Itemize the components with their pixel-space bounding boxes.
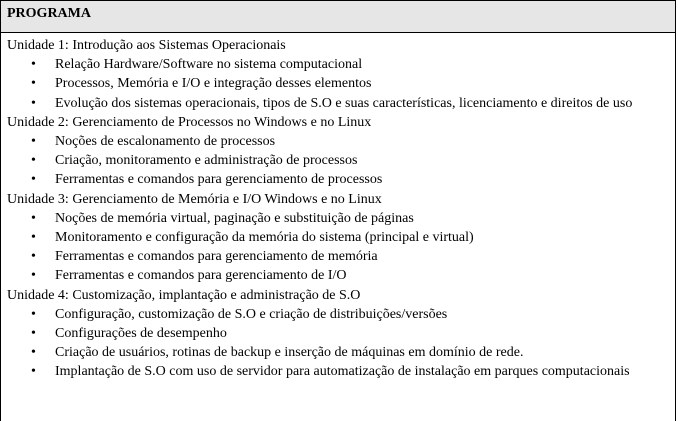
topic-text: Ferramentas e comandos para gerenciamento de processos — [55, 172, 383, 188]
topic-list — [7, 305, 675, 382]
unit-3 — [7, 190, 675, 286]
topic-list — [7, 55, 675, 113]
unit-title: Unidade 2: Gerenciamento de Processos no Windows e no Linux — [7, 114, 372, 130]
unit-title: Unidade 1: Introdução aos Sistemas Operacionais — [7, 38, 286, 53]
list-item — [7, 209, 675, 228]
bullet-icon: • — [31, 345, 36, 361]
list-item — [7, 94, 675, 113]
bullet-icon: • — [31, 249, 36, 265]
program-content — [1, 33, 675, 382]
list-item — [7, 247, 675, 266]
bullet-icon: • — [31, 172, 36, 188]
list-item — [7, 170, 675, 189]
topic-text: Noções de memória virtual, paginação e substituição de páginas — [55, 210, 414, 226]
bullet-icon: • — [31, 210, 36, 226]
bullet-icon: • — [31, 95, 36, 111]
unit-1 — [7, 36, 675, 113]
unit-title: Unidade 3: Gerenciamento de Memória e I/O Windows e no Linux — [7, 191, 382, 207]
program-header — [1, 1, 675, 33]
topic-text: Evolução dos sistemas operacionais, tipos de S.O e suas características, licenciamento e direitos de uso — [55, 95, 633, 111]
unit-4 — [7, 286, 675, 382]
topic-text: Processos, Memória e I/O e integração desses elementos — [55, 76, 372, 92]
list-item — [7, 151, 675, 170]
list-item — [7, 305, 675, 324]
topic-text: Criação de usuários, rotinas de backup e inserção de máquinas em domínio de rede. — [55, 345, 524, 361]
bullet-icon: • — [31, 57, 36, 73]
topic-text: Configuração, customização de S.O e criação de distribuições/versões — [55, 306, 448, 322]
list-item — [7, 343, 675, 362]
bullet-icon: • — [31, 134, 36, 150]
bullet-icon: • — [31, 364, 36, 380]
topic-list — [7, 209, 675, 286]
bullet-icon: • — [31, 326, 36, 342]
unit-title: Unidade 4: Customização, implantação e administração de S.O — [7, 287, 361, 303]
list-item — [7, 362, 675, 381]
topic-text: Configurações de desempenho — [55, 326, 227, 342]
bullet-icon: • — [31, 268, 36, 284]
topic-text: Ferramentas e comandos para gerenciamento de memória — [55, 249, 378, 265]
list-item — [7, 324, 675, 343]
topic-text: Ferramentas e comandos para gerenciamento de I/O — [55, 268, 347, 284]
bullet-icon: • — [31, 306, 36, 322]
topic-list — [7, 132, 675, 190]
bullet-icon: • — [31, 230, 36, 246]
topic-text: Noções de escalonamento de processos — [55, 134, 276, 150]
list-item — [7, 266, 675, 285]
topic-text: Relação Hardware/Software no sistema computacional — [55, 57, 363, 73]
list-item — [7, 228, 675, 247]
topic-text: Monitoramento e configuração da memória do sistema (principal e virtual) — [55, 230, 474, 246]
bullet-icon: • — [31, 153, 36, 169]
list-item — [7, 74, 675, 93]
list-item — [7, 132, 675, 151]
program-title: PROGRAMA — [7, 6, 91, 21]
topic-text: Implantação de S.O com uso de servidor para automatização de instalação em parques computacionais — [55, 364, 630, 380]
bullet-icon: • — [31, 76, 36, 92]
list-item — [7, 55, 675, 74]
unit-2 — [7, 113, 675, 190]
topic-text: Criação, monitoramento e administração de processos — [55, 153, 358, 169]
